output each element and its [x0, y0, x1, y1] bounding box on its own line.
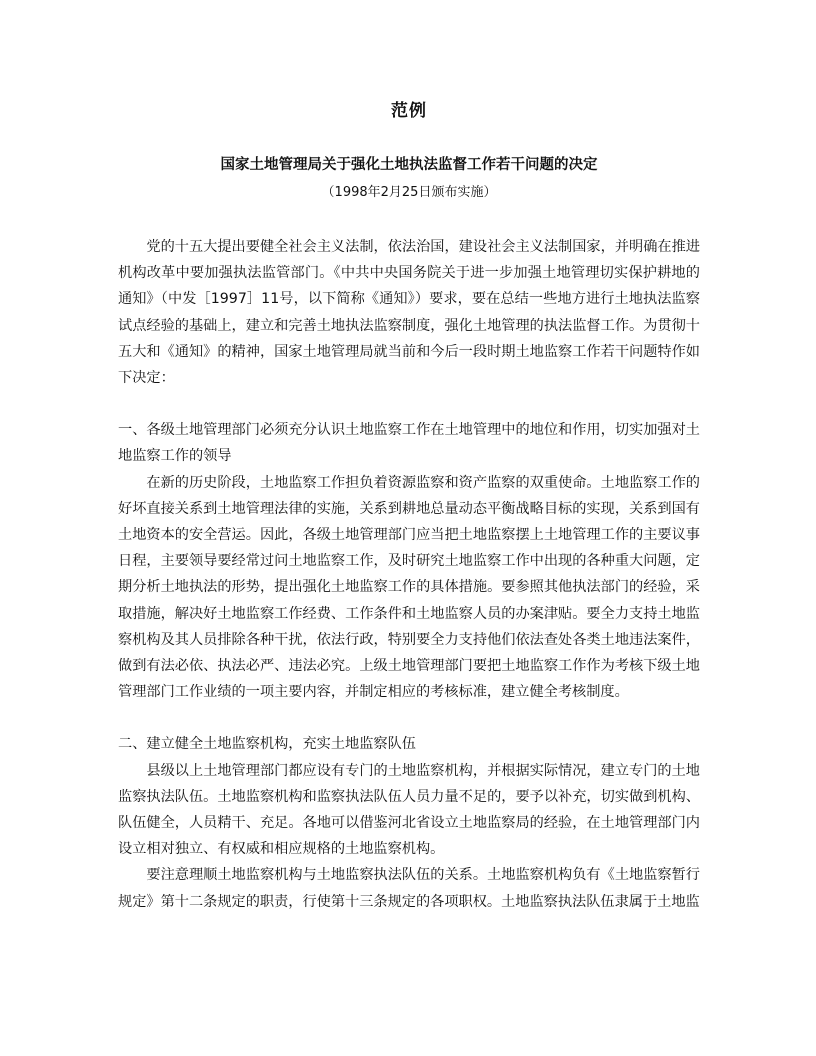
section-1-paragraph-1: 在新的历史阶段，土地监察工作担负着资源监察和资产监察的双重使命。土地监察工作的好坏直接关系到土地管理法律的实施，关系到耕地总量动态平衡战略目标的实现，关系到国有土地资本的安全营运。因此，各级土地管理部门应当把土地监察摆上土地管理工作的主要议事日程，主要领导要经常过问土地监察工作，及时研究土地监察工作中出现的各种重大问题，定期分析土地执法的形势，提出强化土地监察工作的具体措施。要参照其他执法部门的经验，采取措施，解决好土地监察工作经费、工作条件和土地监察人员的办案津贴。要全力支持土地监察机构及其人员排除各种干扰，依法行政，特别要全力支持他们依法查处各类土地违法案件，做到有法必依、执法必严、违法必究。上级土地管理部门要把土地监察工作作为考核下级土地管理部门工作业绩的一项主要内容，并制定相应的考核标准，建立健全考核制度。 [118, 474, 700, 701]
page-heading: 范例 [391, 101, 427, 121]
section-gap [118, 705, 700, 731]
document-date: （1998年2月25日颁布实施） [321, 185, 497, 200]
document-body [118, 234, 700, 915]
section-gap [118, 391, 700, 417]
section-heading-1: 一、各级土地管理部门必须充分认识土地监察工作在土地管理中的地位和作用，切实加强对土地监察工作的领导 [118, 422, 700, 465]
intro-paragraph: 党的十五大提出要健全社会主义法制，依法治国，建设社会主义法制国家，并明确在推进机构改革中要加强执法监管部门。《中共中央国务院关于进一步加强土地管理切实保护耕地的通知》（中发［1997］11号，以下简称《通知》）要求，要在总结一些地方进行土地执法监察试点经验的基础上，建立和完善土地执法监察制度，强化土地管理的执法监督工作。为贯彻十五大和《通知》的精神，国家土地管理局就当前和今后一段时期土地监察工作若干问题特作如下决定： [118, 239, 700, 387]
section-2-paragraph-2: 要注意理顺土地监察机构与土地监察执法队伍的关系。土地监察机构负有《土地监察暂行规定》第十二条规定的职责，行使第十三条规定的各项职权。土地监察执法队伍隶属于土地监 [118, 867, 700, 910]
section-2-paragraph-1: 县级以上土地管理部门都应设有专门的土地监察机构，并根据实际情况，建立专门的土地监察执法队伍。土地监察机构和监察执法队伍人员力量不足的，要予以补充，切实做到机构、队伍健全，人员精干、充足。各地可以借鉴河北省设立土地监察局的经验，在土地管理部门内设立相对独立、有权威和相应规格的土地监察机构。 [118, 762, 700, 858]
document-title: 国家土地管理局关于强化土地执法监督工作若干问题的决定 [220, 157, 598, 173]
section-heading-2: 二、建立健全土地监察机构，充实土地监察队伍 [118, 736, 416, 753]
